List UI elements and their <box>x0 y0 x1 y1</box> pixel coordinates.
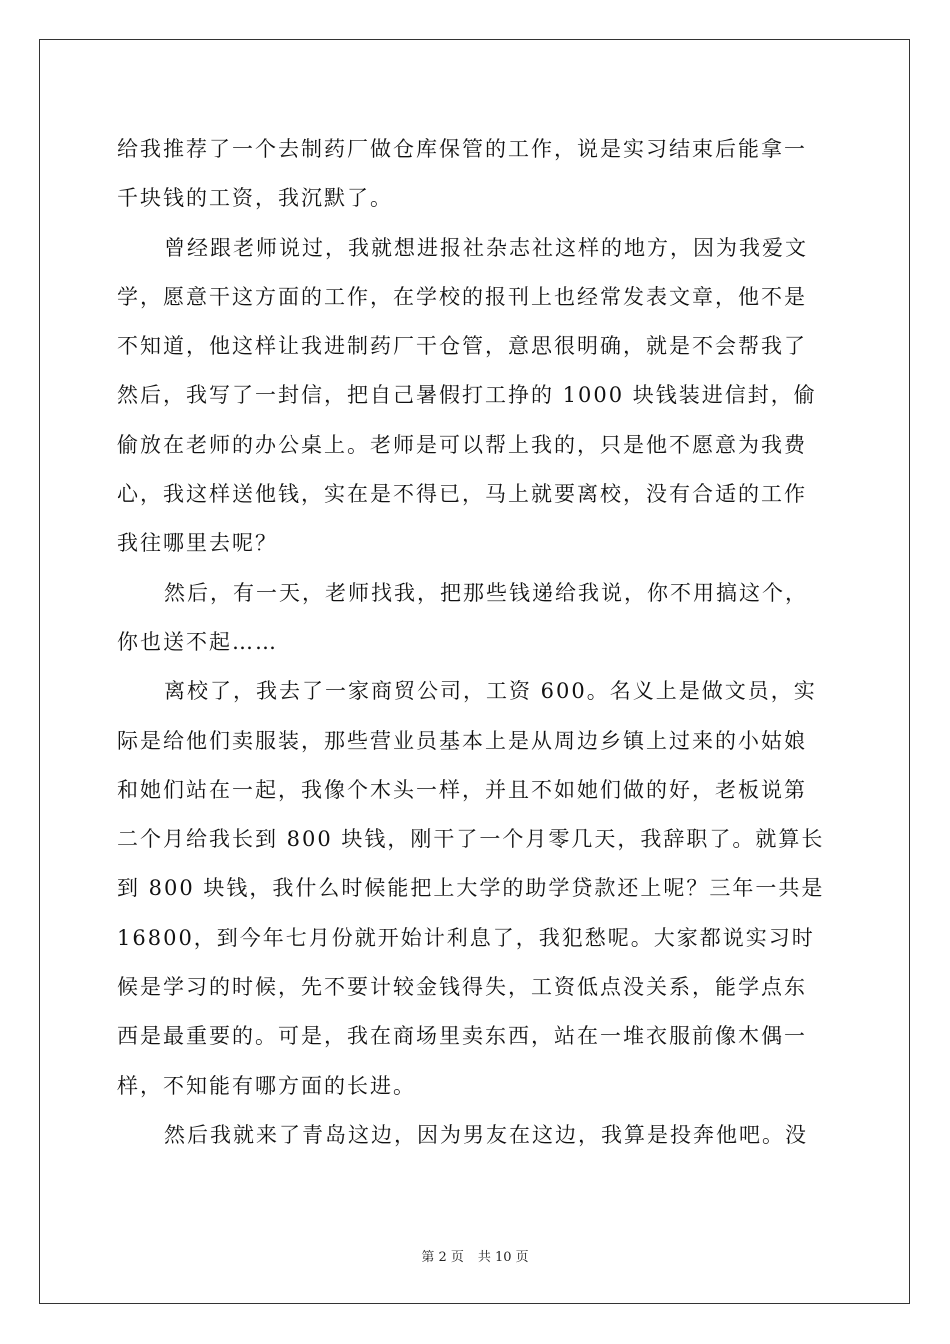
text-line: 16800，到今年七月份就开始计利息了，我犯愁呢。大家都说实习时 <box>117 925 815 950</box>
text-line: 我往哪里去呢？ <box>117 531 278 556</box>
text-line: 不知道，他这样让我进制药厂干仓管，意思很明确，就是不会帮我了 <box>117 334 807 359</box>
text-line: 到 800 块钱，我什么时候能把上大学的助学贷款还上呢？三年一共是 <box>117 876 825 901</box>
text-line: 和她们站在一起，我像个木头一样，并且不如她们做的好，老板说第 <box>117 777 807 802</box>
text-line: 候是学习的时候，先不要计较金钱得失，工资低点没关系，能学点东 <box>117 975 807 1000</box>
page-total: 共 10 页 <box>477 1250 529 1265</box>
document-body <box>117 125 833 1160</box>
paragraph-start-line: 离校了，我去了一家商贸公司，工资 600。名义上是做文员，实 <box>164 679 817 704</box>
text-line: 学，愿意干这方面的工作，在学校的报刊上也经常发表文章，他不是 <box>117 284 807 309</box>
text-line: 千块钱的工资，我沉默了。 <box>117 186 393 211</box>
paragraph-start-line: 曾经跟老师说过，我就想进报社杂志社这样的地方，因为我爱文 <box>164 235 808 260</box>
text-line: 偷放在老师的办公桌上。老师是可以帮上我的，只是他不愿意为我费 <box>117 432 807 457</box>
text-line: 然后，我写了一封信，把自己暑假打工挣的 1000 块钱装进信封，偷 <box>117 383 817 408</box>
page-number: 第 2 页 <box>421 1250 464 1265</box>
text-line: 际是给他们卖服装，那些营业员基本上是从周边乡镇上过来的小姑娘 <box>117 728 807 753</box>
text-line: 心，我这样送他钱，实在是不得已，马上就要离校，没有合适的工作 <box>117 482 807 507</box>
paragraph-start-line: 然后我就来了青岛这边，因为男友在这边，我算是投奔他吧。没 <box>164 1122 808 1147</box>
text-line: 二个月给我长到 800 块钱，刚干了一个月零几天，我辞职了。就算长 <box>117 827 825 852</box>
page-footer <box>0 1246 950 1265</box>
text-line: 你也送不起…… <box>117 629 278 654</box>
text-line: 西是最重要的。可是，我在商场里卖东西，站在一堆衣服前像木偶一 <box>117 1024 807 1049</box>
text-line: 给我推荐了一个去制药厂做仓库保管的工作，说是实习结束后能拿一 <box>117 137 807 161</box>
paragraph-start-line: 然后，有一天，老师找我，把那些钱递给我说，你不用搞这个， <box>164 580 808 605</box>
text-line: 样，不知能有哪方面的长进。 <box>117 1073 416 1098</box>
